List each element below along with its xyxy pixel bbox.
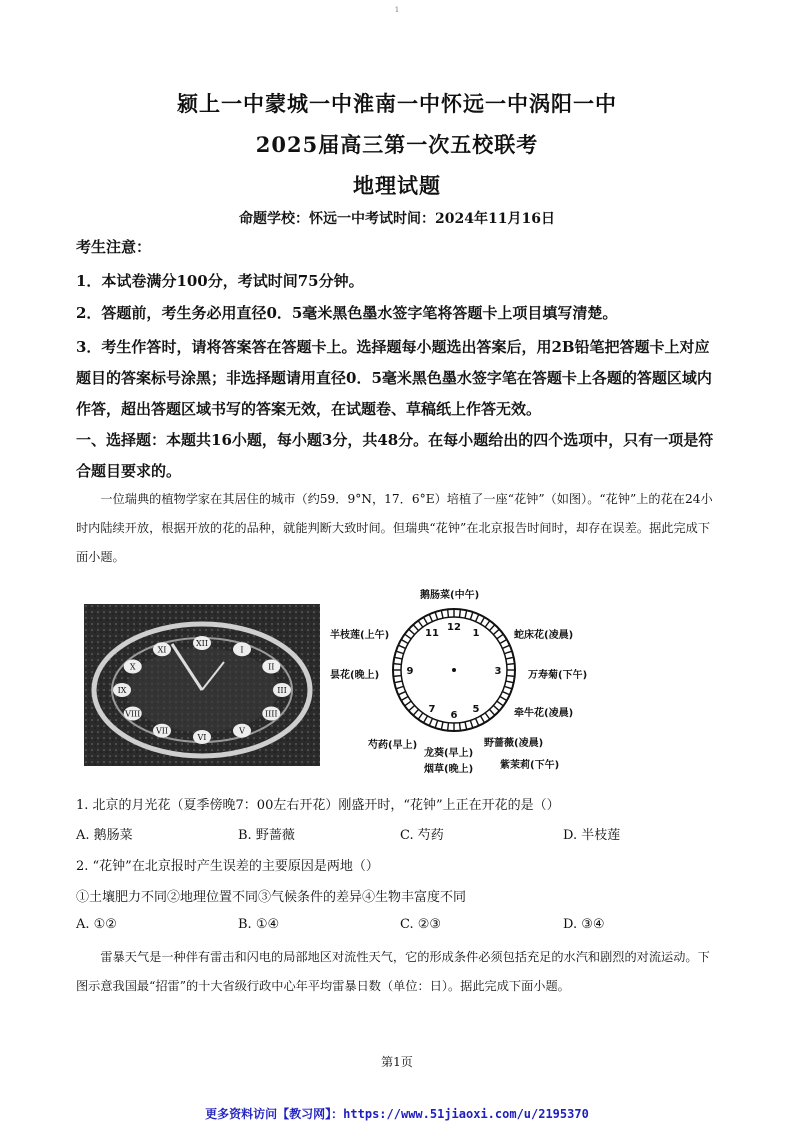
clock-tick — [502, 645, 509, 648]
notice-heading: 考生注意： — [76, 238, 152, 256]
clock-tick — [500, 697, 507, 701]
passage-2: 雷暴天气是一种伴有雷击和闪电的局部地区对流性天气，它的形成条件必须包括充足的水汽和剧烈的对流运动。下图示意我国最“招雷”的十大省级行政中心年平均雷暴日数（单位：日）。据此完成下面小题。 — [76, 950, 710, 993]
clock-tick — [465, 610, 467, 618]
clock-number: 12 — [447, 622, 461, 633]
flower-clock-diagram — [326, 584, 598, 780]
clock-number: 1 — [472, 627, 480, 639]
flower-label-left: 昙花(晚上) — [330, 670, 380, 681]
photo-numeral: III — [277, 686, 287, 695]
q2-option-a: A. ①② — [76, 917, 117, 932]
photo-numeral: II — [268, 662, 275, 672]
section-heading: 一、选择题：本题共16小题，每小题3分，共48分。在每小题给出的四个选项中，只有一项是符合题目要求的。 — [76, 431, 714, 480]
passage-1: 一位瑞典的植物学家在其居住的城市（约59．9°N，17．6°E）培植了一座“花钟”（如图）。“花钟”上的花在24小时内陆续开放，根据开放的花的品种，就能判断大致时间。但瑞典“花钟”在北京报告时间时，却存在误差。据此完成下面小题。 — [76, 492, 713, 564]
clock-tick — [413, 709, 418, 715]
q2-choices: ①土壤肥力不同②地理位置不同③气候条件的差异④生物丰富度不同 — [76, 890, 467, 905]
flower-label-bottom-left: 芍药(早上) — [368, 740, 418, 751]
subject-title: 地理试题 — [353, 173, 441, 198]
q2-option-d: D. ③④ — [563, 917, 605, 932]
clock-tick — [493, 705, 499, 710]
clock-tick — [409, 705, 415, 710]
clock-tick — [441, 610, 443, 618]
flower-label-lower-right: 牵牛花(凌晨) — [514, 708, 574, 719]
clock-tick — [476, 718, 479, 725]
clock-tick — [401, 697, 408, 701]
photo-numeral: VII — [155, 726, 169, 736]
clock-tick — [497, 701, 503, 706]
clock-tick — [398, 645, 405, 648]
footer-link[interactable]: 更多资料访问【教习网】：https://www.51jiaoxi.com/u/2195370 — [205, 1107, 589, 1121]
flower-label-bottom-mid1: 野蔷薇(凌晨) — [484, 738, 544, 749]
q1-option-d: D. 半枝莲 — [563, 828, 621, 843]
q1-stem: 1. 北京的月光花（夏季傍晚7：00左右开花）刚盛开时，“花钟”上正在开花的是（） — [76, 798, 560, 813]
clock-tick — [448, 609, 449, 617]
photo-numeral: V — [239, 726, 245, 736]
photo-numeral: XI — [157, 645, 167, 655]
clock-tick — [470, 720, 472, 728]
clock-tick — [460, 609, 461, 617]
clock-tick — [489, 625, 494, 631]
clock-tick — [506, 657, 514, 659]
photo-numeral: XII — [195, 639, 209, 648]
clock-number: 9 — [406, 666, 414, 677]
clock-tick — [485, 713, 490, 719]
clock-tick — [502, 692, 509, 695]
clock-tick — [504, 651, 512, 653]
q1-option-a: A. 鹅肠菜 — [76, 828, 133, 843]
flower-label-bottom-mid3: 烟草(晚上) — [424, 764, 474, 775]
q1-option-c: C. 芍药 — [400, 828, 444, 843]
clock-tick — [401, 640, 408, 644]
clock-tick — [470, 612, 472, 620]
clock-tick — [465, 722, 467, 730]
flower-clock-photo-graphic — [84, 604, 320, 766]
school-line: 颍上一中蒙城一中淮南一中怀远一中涡阳一中 — [177, 91, 617, 116]
clock-tick — [429, 614, 432, 621]
q2-option-c: C. ②③ — [400, 917, 442, 932]
exam-title: 2025届高三第一次五校联考 — [255, 132, 539, 157]
clock-tick — [429, 718, 432, 725]
clock-tick — [493, 629, 499, 634]
page-top-mark: 1 — [394, 6, 400, 14]
clock-tick — [506, 681, 514, 683]
clock-number: 6 — [450, 710, 458, 721]
flower-label-bottom-mid2: 龙葵(早上) — [424, 748, 474, 759]
photo-numeral: IIII — [264, 709, 278, 719]
clock-tick — [504, 686, 512, 688]
clock-number: 7 — [428, 704, 436, 716]
clock-tick — [500, 640, 507, 644]
clock-number: 11 — [425, 627, 439, 639]
clock-tick — [424, 617, 428, 624]
clock-tick — [394, 657, 402, 659]
clock-tick — [435, 612, 437, 620]
photo-numeral: IX — [117, 686, 127, 695]
photo-numeral: VIII — [125, 709, 141, 719]
clock-tick — [393, 664, 401, 665]
clock-tick — [460, 723, 461, 731]
flower-clock-photo — [84, 604, 320, 766]
flower-label-right: 万寿菊(下午) — [528, 670, 588, 681]
clock-tick — [413, 625, 418, 631]
clock-tick — [396, 686, 404, 688]
meta-line: 命题学校：怀远一中考试时间：2024年11月16日 — [239, 211, 555, 227]
clock-tick — [485, 621, 490, 627]
clock-tick — [507, 664, 515, 665]
photo-numeral: X — [129, 662, 136, 672]
notice-item-3: 3．考生作答时，请将答案答在答题卡上。选择题每小题选出答案后，用2B铅笔把答题卡上对应题目的答案标号涂黑；非选择题请用直径0．5毫米黑色墨水签字笔在答题卡上各题的答题区域内作答，超出答题区域书写的答案无效，在试题卷、草稿纸上作答无效。 — [76, 338, 712, 418]
q1-option-b: B. 野蔷薇 — [238, 828, 295, 843]
clock-tick — [481, 617, 485, 624]
photo-numeral: VI — [197, 733, 207, 742]
clock-tick — [441, 722, 443, 730]
clock-tick — [476, 614, 479, 621]
page-number: 第1页 — [381, 1055, 413, 1069]
clock-tick — [489, 709, 494, 715]
clock-tick — [497, 634, 503, 639]
clock-tick — [405, 634, 411, 639]
notice-item-1: 1．本试卷满分100分，考试时间75分钟。 — [76, 272, 364, 290]
clock-tick — [448, 723, 449, 731]
q2-option-b: B. ①④ — [238, 917, 280, 932]
clock-tick — [424, 716, 428, 723]
clock-number: 3 — [494, 666, 502, 677]
clock-tick — [435, 720, 437, 728]
clock-tick — [409, 629, 415, 634]
flower-label-upper-right: 蛇床花(凌晨) — [514, 630, 574, 641]
flower-label-bottom-right: 紫茉莉(下午) — [500, 760, 560, 771]
clock-tick — [394, 681, 402, 683]
clock-tick — [396, 651, 404, 653]
clock-tick — [418, 621, 423, 627]
clock-tick — [393, 676, 401, 677]
clock-tick — [405, 701, 411, 706]
photo-numeral: I — [240, 645, 244, 655]
clock-tick — [481, 716, 485, 723]
notice-item-2: 2．答题前，考生务必用直径0．5毫米黑色墨水签字笔将答题卡上项目填写清楚。 — [76, 304, 618, 322]
clock-tick — [418, 713, 423, 719]
clock-number: 5 — [472, 704, 480, 716]
clock-tick — [507, 676, 515, 677]
flower-label-top: 鹅肠菜(中午) — [420, 590, 480, 601]
clock-tick — [398, 692, 405, 695]
flower-label-upper-left: 半枝莲(上午) — [330, 630, 390, 641]
q2-stem: 2. “花钟”在北京报时产生误差的主要原因是两地（） — [76, 859, 379, 874]
